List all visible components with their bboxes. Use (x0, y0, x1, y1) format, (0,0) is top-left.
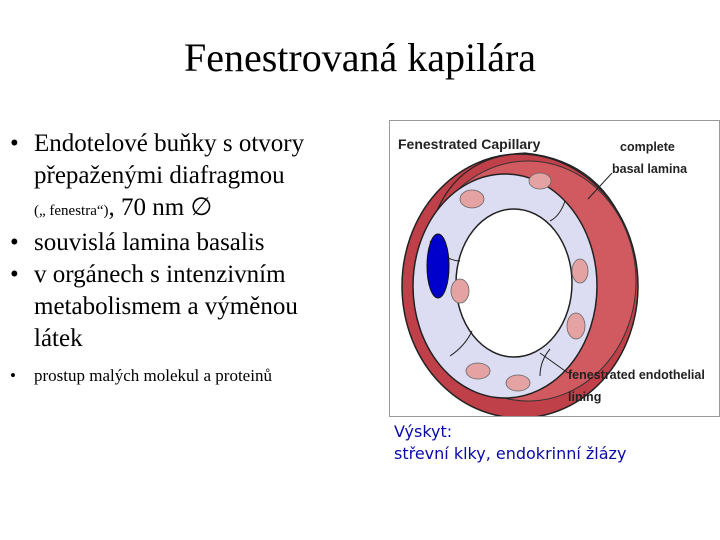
capillary-illustration (390, 121, 720, 417)
bullet-marker: • (10, 366, 16, 385)
pore-size: , 70 nm (108, 194, 191, 221)
bullet-basal-lamina (10, 227, 380, 259)
fenestra (529, 173, 551, 189)
bullet-text-line: prostup malých molekul a proteinů (34, 366, 272, 385)
slide-title: Fenestrovaná kapilára (183, 35, 537, 80)
bullet-permeability (10, 365, 380, 387)
bullet-marker: • (10, 229, 19, 256)
caption-text: střevní klky, endokrinní žlázy (394, 444, 627, 463)
bullet-text-line: přepaženými diafragmou (34, 162, 285, 189)
diameter-symbol: ∅ (190, 194, 213, 221)
fenestra (506, 375, 530, 391)
capillary-lumen (456, 209, 572, 357)
bullet-marker: • (10, 261, 19, 288)
fenestra (466, 363, 490, 379)
figure-label-basal-1: complete (620, 140, 675, 154)
fenestra-term: („ fenestra“) (34, 203, 109, 219)
bullet-text-line (34, 192, 380, 227)
bullet-text-line: Endotelové buňky s otvory (34, 130, 305, 157)
bullet-text-line: látek (34, 325, 83, 352)
bullet-organs (10, 259, 380, 355)
fenestra (451, 279, 469, 303)
fenestrated-capillary-figure (389, 120, 720, 417)
fenestra (572, 259, 588, 283)
figure-label-lining-2: lining (568, 390, 602, 404)
bullet-text-line: v orgánech s intenzivním (34, 261, 286, 288)
endothelial-nucleus (427, 234, 449, 298)
figure-title: Fenestrated Capillary (398, 136, 541, 152)
bullet-marker: • (10, 130, 19, 157)
bullet-list (10, 128, 380, 387)
figure-label-basal-2: basal lamina (612, 162, 688, 176)
fenestra (567, 313, 585, 339)
fenestra (460, 190, 484, 208)
bullet-endothelial-cells (10, 128, 380, 227)
caption-heading: Výskyt: (394, 422, 453, 441)
bullet-text-line: souvislá lamina basalis (34, 229, 265, 256)
occurrence-caption (394, 421, 626, 465)
figure-label-lining-1: fenestrated endothelial (568, 368, 705, 382)
bullet-text-line: metabolismem a výměnou (34, 293, 298, 320)
